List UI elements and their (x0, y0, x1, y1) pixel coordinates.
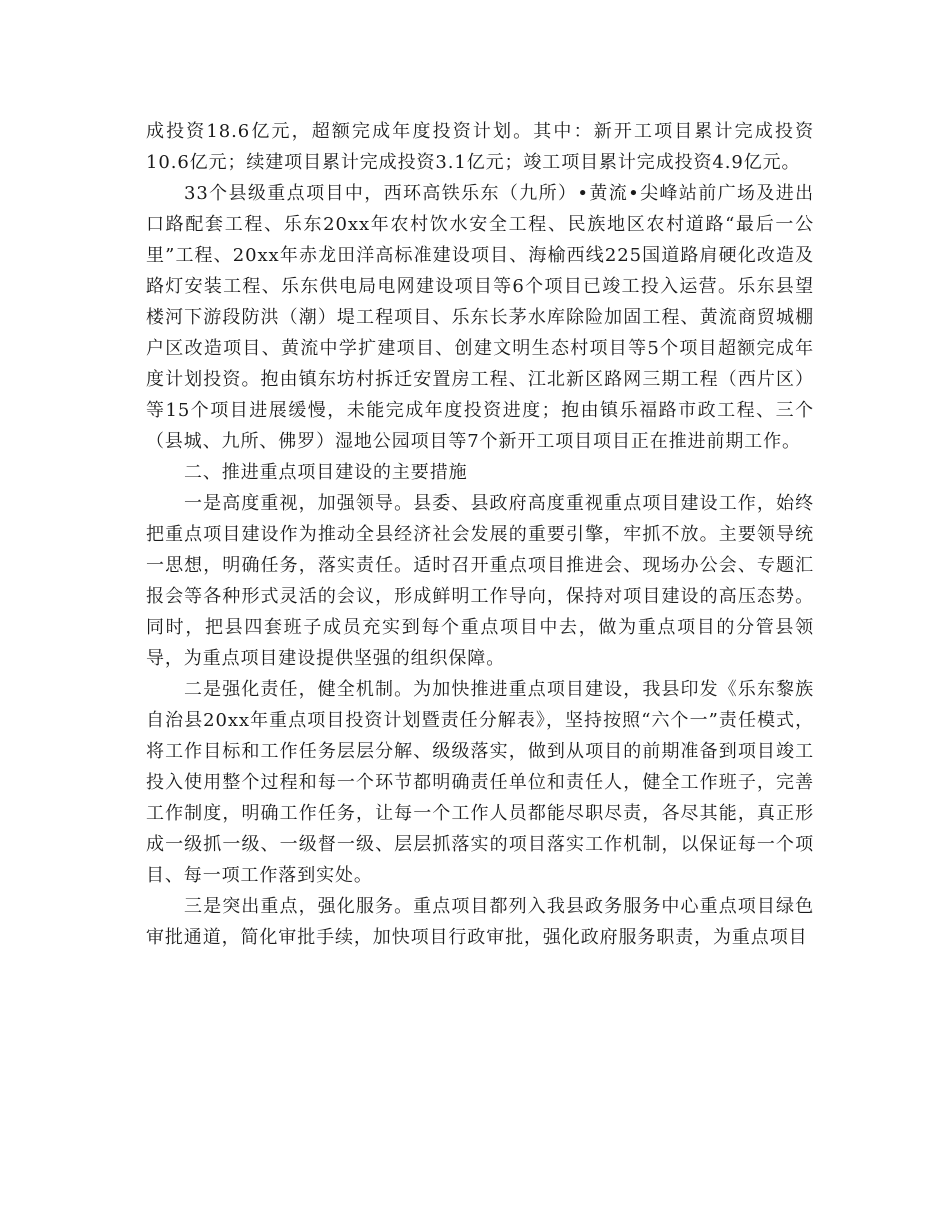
section-heading-main-measures: 二、推进重点项目建设的主要措施 (184, 462, 468, 483)
paragraph-investment-summary: 成投资18.6亿元，超额完成年度投资计划。其中：新开工项目累计完成投资10.6亿元；续建项目累计完成投资3.1亿元；竣工项目累计完成投资4.9亿元。 (146, 121, 814, 173)
paragraph-project-status: 33个县级重点项目中，西环高铁乐东（九所）•黄流•尖峰站前广场及进出口路配套工程、乐东20xx年农村饮水安全工程、民族地区农村道路“最后一公里”工程、20xx年赤龙田洋高标准建设项目、海榆西线225国道路肩硬化改造及路灯安装工程、乐东供电局电网建设项目等6个项目已竣工投入运营。乐东县望楼河下游段防洪（潮）堤工程项目、乐东长茅水库除险加固工程、黄流商贸城棚户区改造项目、黄流中学扩建项目、创建文明生态村项目等5个项目超额完成年度计划投资。抱由镇东坊村拆迁安置房工程、江北新区路网三期工程（西片区）等15个项目进展缓慢，未能完成年度投资进度；抱由镇乐福路市政工程、三个（县城、九所、佛罗）湿地公园项目等7个新开工项目项目正在推进前期工作。 (146, 183, 814, 452)
paragraph-measure-two: 二是强化责任，健全机制。为加快推进重点项目建设，我县印发《乐东黎族自治县20xx年重点项目投资计划暨责任分解表》，坚持按照“六个一”责任模式，将工作目标和工作任务层层分解、级级落实，做到从项目的前期准备到项目竣工投入使用整个过程和每一个环节都明确责任单位和责任人，健全工作班子，完善工作制度，明确工作任务，让每一个工作人员都能尽职尽责，各尽其能，真正形成一级抓一级、一级督一级、层层抓落实的项目落实工作机制，以保证每一个项目、每一项工作落到实处。 (146, 679, 814, 886)
paragraph-measure-one: 一是高度重视，加强领导。县委、县政府高度重视重点项目建设工作，始终把重点项目建设作为推动全县经济社会发展的重要引擎，牢抓不放。主要领导统一思想，明确任务，落实责任。适时召开重点项目推进会、现场办公会、专题汇报会等各种形式灵活的会议，形成鲜明工作导向，保持对项目建设的高压态势。同时，把县四套班子成员充实到每个重点项目中去，做为重点项目的分管县领导，为重点项目建设提供坚强的组织保障。 (146, 493, 814, 669)
document-body (146, 116, 814, 953)
paragraph-measure-three: 三是突出重点，强化服务。重点项目都列入我县政务服务中心重点项目绿色审批通道，简化审批手续，加快项目行政审批，强化政府服务职责，为重点项目 (146, 896, 814, 948)
